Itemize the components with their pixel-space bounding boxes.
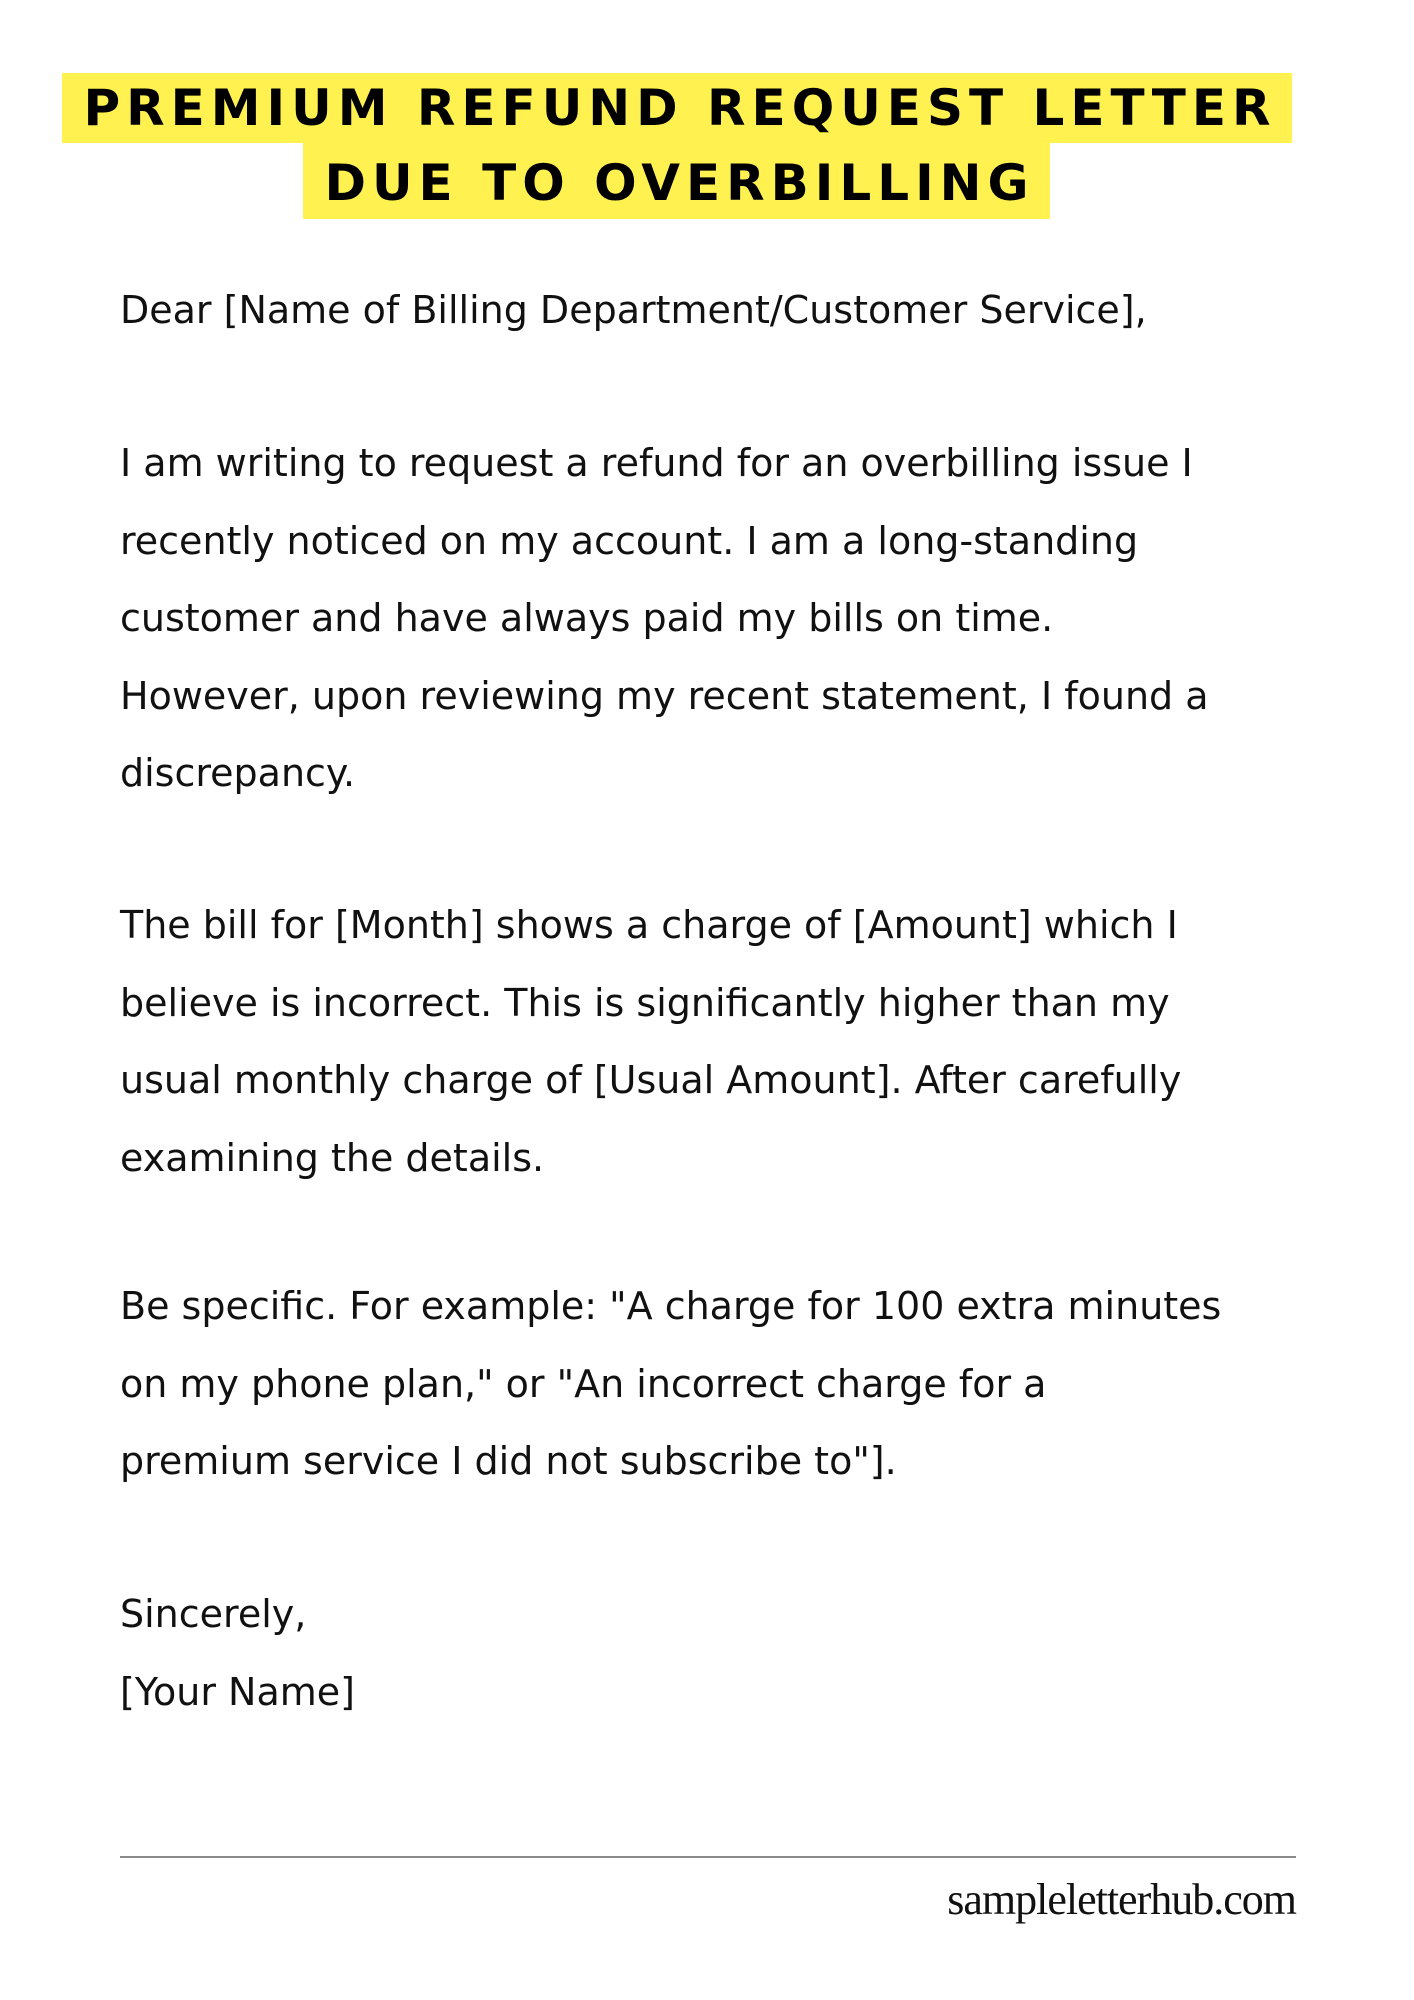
paragraph-line: examining the details. [120, 1135, 545, 1180]
paragraph-line: However, upon reviewing my recent statement, I found a [120, 673, 1209, 718]
valediction: Sincerely, [120, 1592, 307, 1636]
paragraph-line: I am writing to request a refund for an overbilling issue I [120, 441, 1193, 485]
title-line-2: DUE TO OVERBILLING [303, 143, 1050, 219]
signature-placeholder: [Your Name] [120, 1669, 355, 1714]
paragraph-line: usual monthly charge of [Usual Amount]. After carefully [120, 1058, 1182, 1102]
paragraph-line: Be specific. For example: "A charge for 100 extra minutes [120, 1284, 1222, 1328]
greeting: Dear [Name of Billing Department/Customer Service], [120, 288, 1147, 332]
paragraph-line: customer and have always paid my bills on time. [120, 596, 1054, 640]
paragraph-3 [120, 1268, 1221, 1501]
paragraph-1 [120, 425, 1209, 813]
title-line-1: PREMIUM REFUND REQUEST LETTER [62, 73, 1292, 143]
paragraph-line: The bill for [Month] shows a charge of [Amount] which I [120, 903, 1178, 947]
paragraph-line: discrepancy. [120, 751, 356, 795]
closing [120, 1576, 355, 1731]
paragraph-2 [120, 887, 1181, 1197]
paragraph-line: believe is incorrect. This is significantly higher than my [120, 980, 1170, 1025]
footer-divider [120, 1856, 1296, 1858]
footer-site-name: sampleletterhub.com [947, 1875, 1296, 1924]
paragraph-line: premium service I did not subscribe to"]. [120, 1439, 897, 1483]
paragraph-line: on my phone plan," or "An incorrect charge for a [120, 1361, 1047, 1406]
paragraph-line: recently noticed on my account. I am a long-standing [120, 518, 1139, 563]
